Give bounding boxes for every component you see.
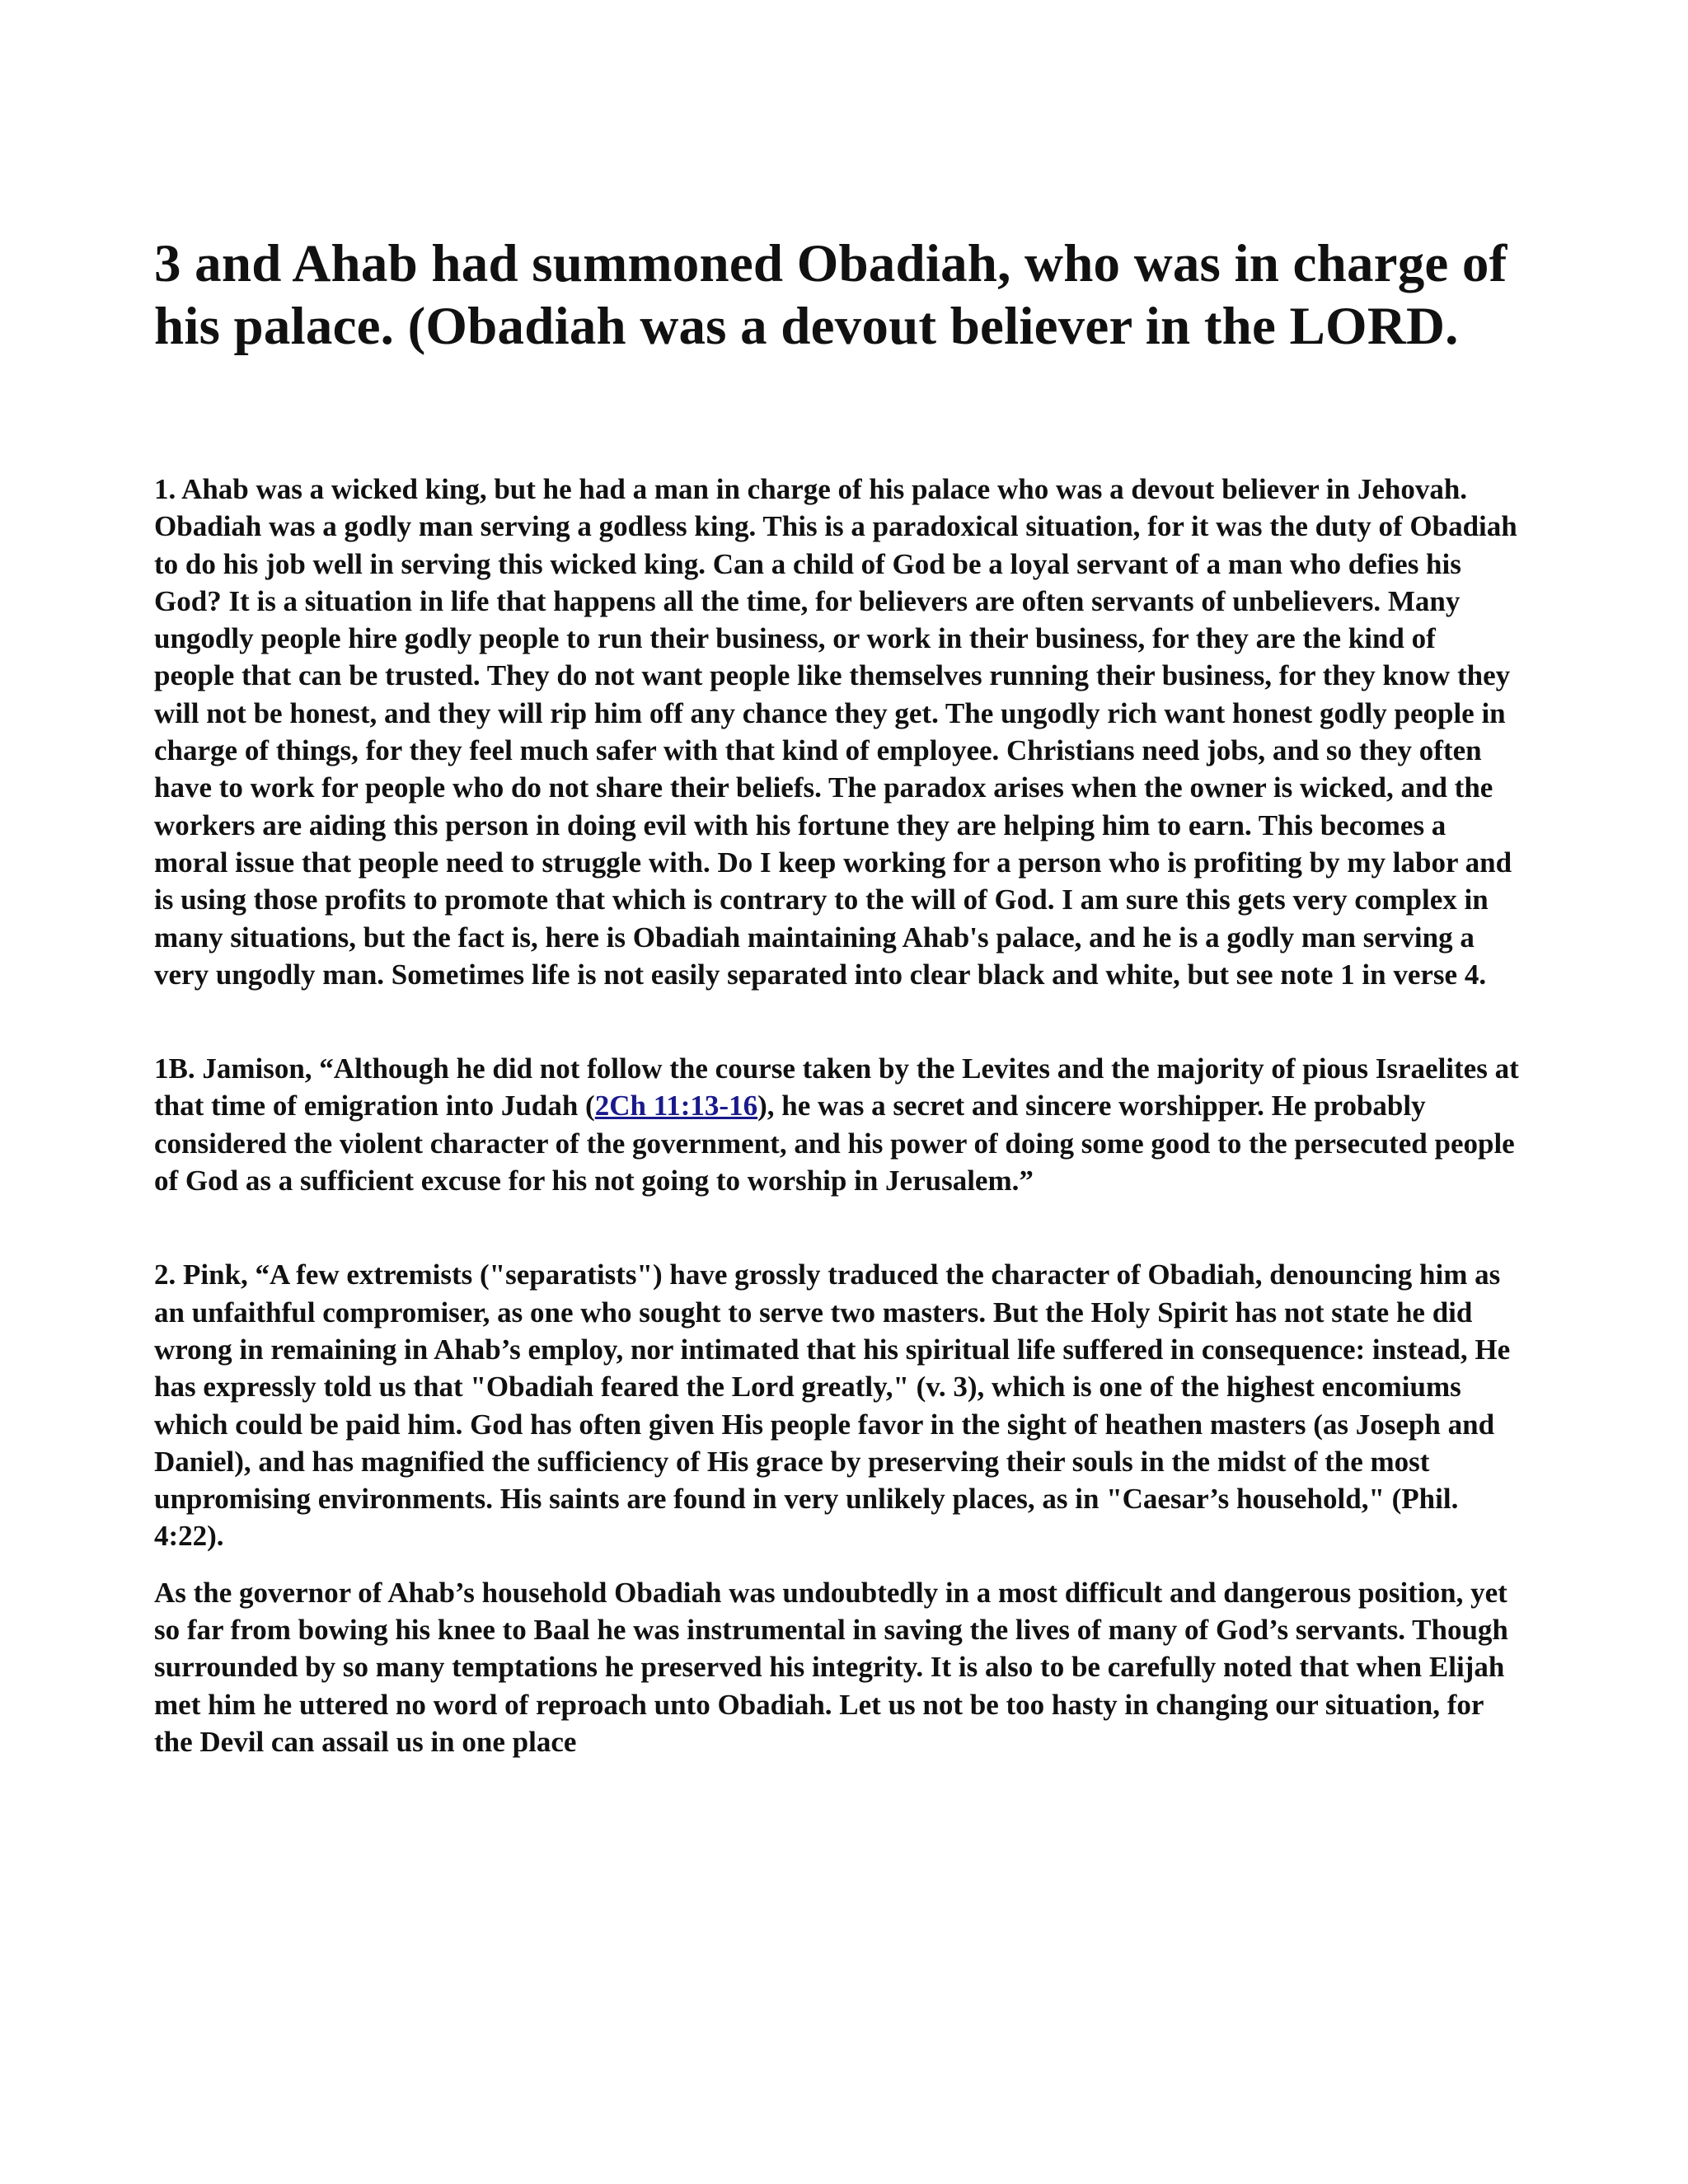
commentary-paragraph-2: 2. Pink, “A few extremists ("separatists") have grossly traduced the character of Obadiah, denouncing him as an unfaithful compromiser, as one who sought to serve two masters. But the Holy Spirit has not state he did wrong in remaining in Ahab’s employ, nor intimated that his spiritual life suffered in consequence: instead, He has expressly told us that "Obadiah feared the Lord greatly," (v. 3), which is one of the highest encomiums which could be paid him. God has often given His people favor in the sight of heathen masters (as Joseph and Daniel), and has magnified the sufficiency of His grace by preserving their souls in the midst of the most unpromising environments. His saints are found in very unlikely places, as in "Caesar’s household," (Phil. 4:22).: [154, 1258, 1511, 1553]
commentary-paragraph-1: 1. Ahab was a wicked king, but he had a man in charge of his palace who was a devout believer in Jehovah. Obadiah was a godly man serving a godless king. This is a paradoxical situation, for it was the duty of Obadiah to do his job well in serving this wicked king. Can a child of God be a loyal servant of a man who defies his God? It is a situation in life that happens all the time, for believers are often servants of unbelievers. Many ungodly people hire godly people to run their business, or work in their business, for they are the kind of people that can be trusted. They do not want people like themselves running their business, for they know they will not be honest, and they will rip him off any chance they get. The ungodly rich want honest godly people in charge of things, for they feel much safer with that kind of employee. Christians need jobs, and so they often have to work for people who do not share their beliefs. The paradox arises when the owner is wicked, and the workers are aiding this person in doing evil with his fortune they are helping him to earn. This becomes a moral issue that people need to struggle with. Do I keep working for a person who is profiting by my labor and is using those profits to promote that which is contrary to the will of God. I am sure this gets very complex in many situations, but the fact is, here is Obadiah maintaining Ahab's palace, and he is a godly man serving a very ungodly man. Sometimes life is not easily separated into clear black and white, but see note 1 in verse 4.: [154, 473, 1517, 991]
paragraph-1b-text-start: 1B. Jamison, “Although he did not follow the course taken by the Levites and the majority of pious Israelites at that time of emigration into Judah (: [154, 1052, 1519, 1122]
commentary-paragraph-1b: [154, 1050, 1522, 1199]
document-page: [154, 232, 1522, 1760]
commentary-paragraph-2-continued: As the governor of Ahab’s household Obadiah was undoubtedly in a most difficult and dangerous position, yet so far from bowing his knee to Baal he was instrumental in saving the lives of many of God’s servants. Though surrounded by so many temptations he preserved his integrity. It is also to be carefully noted that when Elijah met him he uttered no word of reproach unto Obadiah. Let us not be too hasty in changing our situation, for the Devil can assail us in one place: [154, 1576, 1508, 1758]
scripture-reference-link[interactable]: 2Ch 11:13-16: [594, 1090, 758, 1122]
verse-heading: 3 and Ahab had summoned Obadiah, who was in charge of his palace. (Obadiah was a devout believer in the LORD.: [154, 234, 1507, 356]
paragraph-1b-text-end: ), he was a secret and sincere worshipper. He probably considered the violent character of the government, and his power of doing some good to the persecuted people of God as a sufficient excuse for his not going to worship in Jerusalem.”: [154, 1090, 1515, 1197]
